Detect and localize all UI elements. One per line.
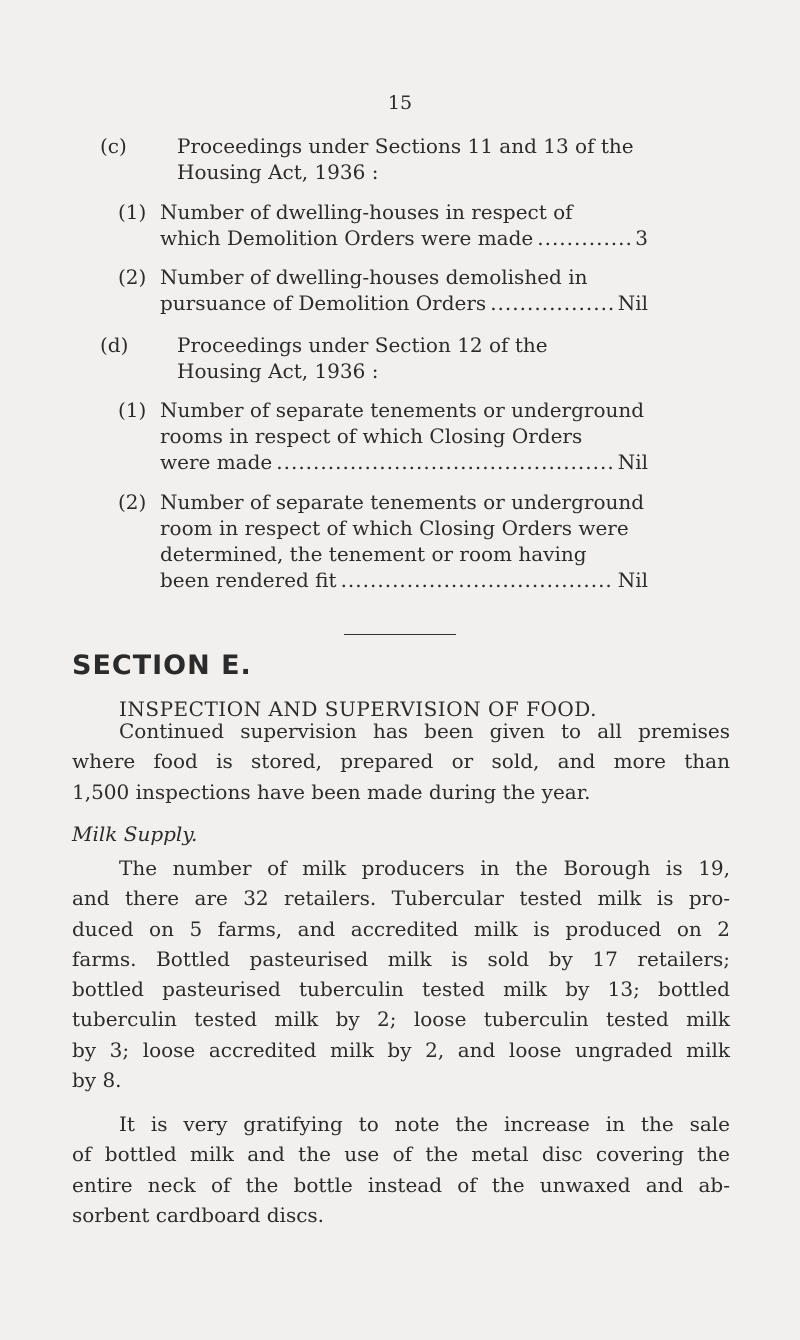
item-marker: (d) bbox=[100, 333, 129, 357]
item-text: Proceedings under Section 12 of the bbox=[177, 333, 548, 357]
item-text: were made bbox=[160, 450, 273, 474]
leader-dots bbox=[276, 450, 613, 474]
leader-dots bbox=[490, 291, 614, 315]
paragraph-line: tuberculin tested milk by 2; loose tuberculin tested milk bbox=[72, 1007, 730, 1032]
item-text: Number of dwelling-houses in respect of bbox=[160, 200, 573, 224]
item-text: which Demolition Orders were made bbox=[160, 226, 534, 250]
item-marker: (1) bbox=[118, 200, 147, 224]
paragraph-line: It is very gratifying to note the increase in the sale bbox=[119, 1112, 730, 1136]
item-value: 3 bbox=[635, 226, 648, 250]
item-text: rooms in respect of which Closing Orders bbox=[160, 424, 583, 448]
paragraph-line: bottled pasteurised tuberculin tested milk by 13; bottled bbox=[72, 977, 730, 1002]
paragraph-line: farms. Bottled pasteurised milk is sold by 17 retailers; bbox=[72, 946, 730, 971]
milk-supply-heading: Milk Supply. bbox=[72, 822, 198, 846]
intro-paragraph bbox=[72, 716, 730, 807]
item-text: determined, the tenement or room having bbox=[160, 542, 587, 566]
item-marker: (1) bbox=[118, 398, 147, 422]
item-leader-row bbox=[160, 450, 648, 474]
item-leader-row bbox=[160, 226, 648, 250]
paragraph-line: sorbent cardboard discs. bbox=[72, 1202, 325, 1227]
item-marker: (2) bbox=[118, 265, 147, 289]
section-subheading: INSPECTION AND SUPERVISION OF FOOD. bbox=[119, 697, 597, 721]
paragraph-line: and there are 32 retailers. Tubercular tested milk is pro- bbox=[72, 886, 730, 911]
paragraph-line: by 3; loose accredited milk by 2, and loose ungraded milk bbox=[72, 1037, 730, 1062]
milk-paragraph bbox=[72, 853, 730, 1095]
item-marker: (c) bbox=[100, 134, 127, 158]
item-text: Number of separate tenements or underground bbox=[160, 398, 645, 422]
section-divider bbox=[344, 634, 456, 635]
leader-dots bbox=[537, 226, 631, 250]
item-text: Number of dwelling-houses demolished in bbox=[160, 265, 588, 289]
closing-paragraph bbox=[72, 1109, 730, 1230]
item-text: been rendered fit bbox=[160, 568, 337, 592]
item-value: Nil bbox=[617, 568, 648, 592]
item-text: Housing Act, 1936 : bbox=[177, 160, 379, 184]
paragraph-line: where food is stored, prepared or sold, and more than bbox=[72, 749, 730, 774]
item-value: Nil bbox=[617, 450, 648, 474]
item-text: Proceedings under Sections 11 and 13 of the bbox=[177, 134, 634, 158]
section-heading: SECTION E. bbox=[72, 650, 252, 681]
paragraph-line: of bottled milk and the use of the metal disc covering the bbox=[72, 1142, 730, 1167]
leader-dots bbox=[341, 568, 614, 592]
paragraph-line: entire neck of the bottle instead of the unwaxed and ab- bbox=[72, 1172, 730, 1197]
item-marker: (2) bbox=[118, 490, 147, 514]
item-text: Housing Act, 1936 : bbox=[177, 359, 379, 383]
paragraph-line: Continued supervision has been given to all premises bbox=[119, 719, 730, 743]
item-text: pursuance of Demolition Orders bbox=[160, 291, 487, 315]
paragraph-line: The number of milk producers in the Borough is 19, bbox=[119, 856, 730, 880]
page-number: 15 bbox=[387, 92, 413, 114]
item-text: room in respect of which Closing Orders were bbox=[160, 516, 629, 540]
paragraph-line: by 8. bbox=[72, 1068, 122, 1093]
item-leader-row bbox=[160, 568, 648, 592]
item-value: Nil bbox=[617, 291, 648, 315]
paragraph-line: duced on 5 farms, and accredited milk is produced on 2 bbox=[72, 916, 730, 941]
paragraph-line: 1,500 inspections have been made during the year. bbox=[72, 779, 591, 804]
item-text: Number of separate tenements or underground bbox=[160, 490, 645, 514]
item-leader-row bbox=[160, 291, 648, 315]
